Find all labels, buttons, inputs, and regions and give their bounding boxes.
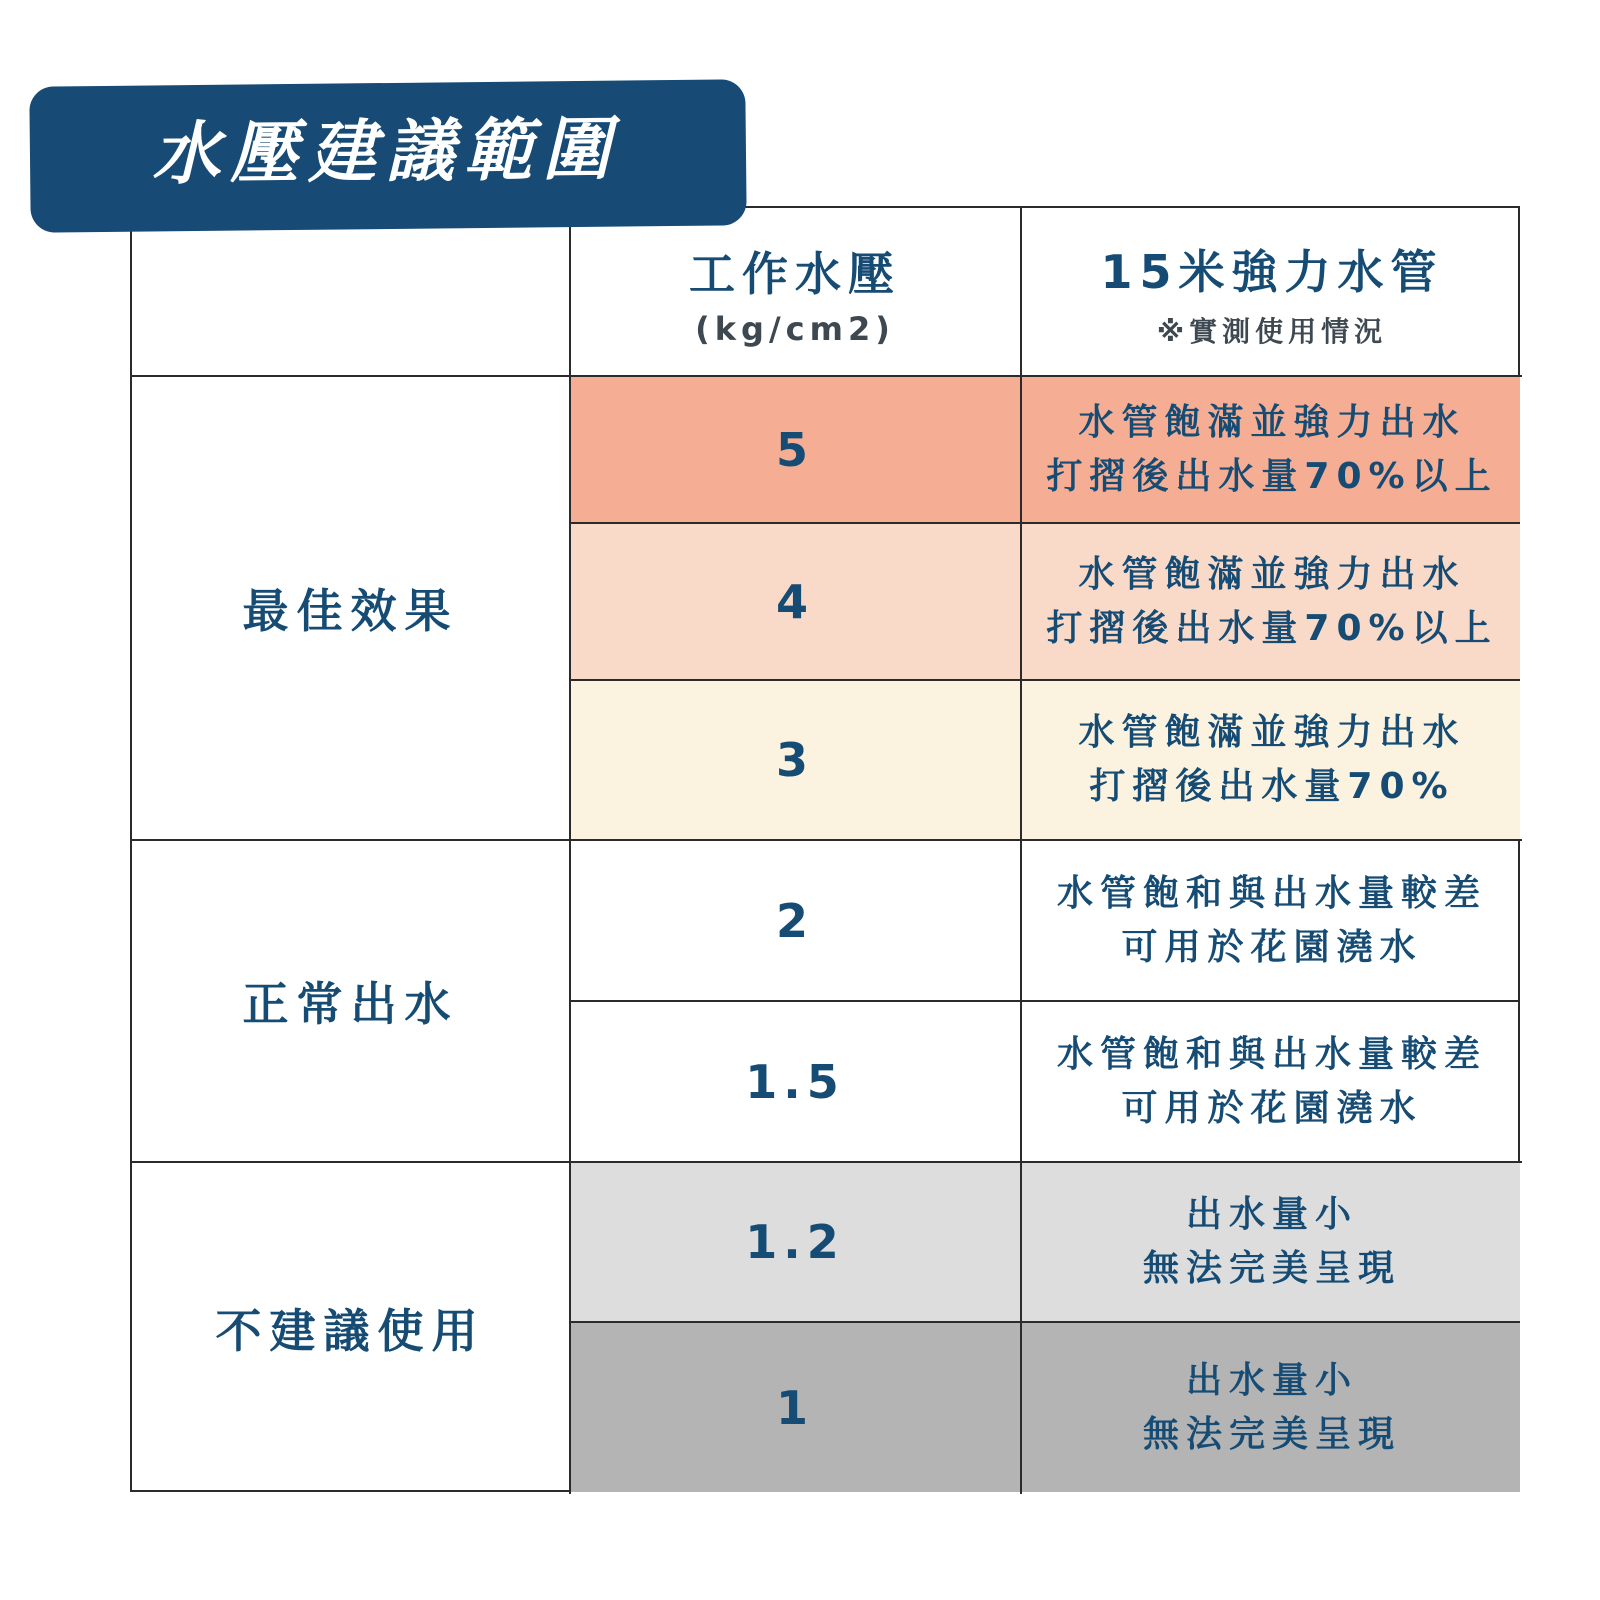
pressure-text: 4 — [775, 574, 814, 629]
result-line-2: 可用於花園澆水 — [1121, 926, 1423, 968]
pressure-text: 2 — [775, 893, 814, 948]
pressure-value — [570, 524, 1020, 679]
category-label: 不建議使用 — [215, 1304, 486, 1358]
result-line-1: 出水量小 — [1185, 1194, 1358, 1235]
hose-result — [1022, 681, 1522, 839]
hose-result — [1022, 1163, 1522, 1321]
pressure-value — [570, 841, 1020, 1000]
header-pressure — [570, 208, 1020, 375]
pressure-value — [570, 1323, 1020, 1492]
pressure-value — [570, 681, 1020, 839]
header-hose — [1022, 208, 1522, 375]
pressure-text: 1 — [775, 1380, 814, 1435]
pressure-text: 5 — [775, 422, 814, 477]
hose-result — [1022, 1002, 1522, 1161]
header-pressure-unit: (kg/cm2) — [695, 309, 895, 348]
hose-result — [1022, 377, 1522, 522]
category-label: 最佳效果 — [242, 584, 459, 638]
pressure-text: 3 — [775, 733, 814, 787]
header-hose-note: ※實測使用情況 — [1156, 314, 1388, 348]
page-title: 水壓建議範圍 — [151, 110, 621, 195]
pressure-text: 1.2 — [745, 1215, 845, 1269]
pressure-value — [570, 1002, 1020, 1161]
result-line-2: 打摺後出水量70% — [1089, 766, 1455, 807]
result-line-2: 打摺後出水量70%以上 — [1046, 455, 1498, 497]
hose-result — [1022, 841, 1522, 1000]
hose-result — [1022, 1323, 1522, 1492]
result-line-2: 打摺後出水量70%以上 — [1046, 607, 1498, 649]
result-line-2: 可用於花園澆水 — [1121, 1087, 1423, 1129]
pressure-table — [130, 206, 1520, 1492]
category-best — [132, 377, 569, 839]
result-line-1: 水管飽滿並強力出水 — [1078, 712, 1466, 753]
title-banner — [29, 79, 746, 232]
pressure-value — [570, 1163, 1020, 1321]
result-line-1: 水管飽和與出水量較差 — [1056, 872, 1487, 914]
pressure-text: 1.5 — [745, 1054, 845, 1109]
category-not-recommended — [132, 1163, 569, 1493]
header-pressure-title: 工作水壓 — [689, 246, 901, 301]
category-label: 正常出水 — [242, 977, 459, 1031]
result-line-1: 水管飽和與出水量較差 — [1056, 1033, 1487, 1075]
header-hose-title: 15米強力水管 — [1100, 244, 1444, 299]
result-line-2: 無法完美呈現 — [1142, 1248, 1401, 1289]
result-line-2: 無法完美呈現 — [1142, 1413, 1401, 1455]
category-normal — [132, 841, 569, 1161]
result-line-1: 出水量小 — [1185, 1359, 1358, 1401]
result-line-1: 水管飽滿並強力出水 — [1078, 401, 1466, 443]
hose-result — [1022, 524, 1522, 679]
pressure-value — [570, 377, 1020, 522]
result-line-1: 水管飽滿並強力出水 — [1078, 553, 1466, 595]
